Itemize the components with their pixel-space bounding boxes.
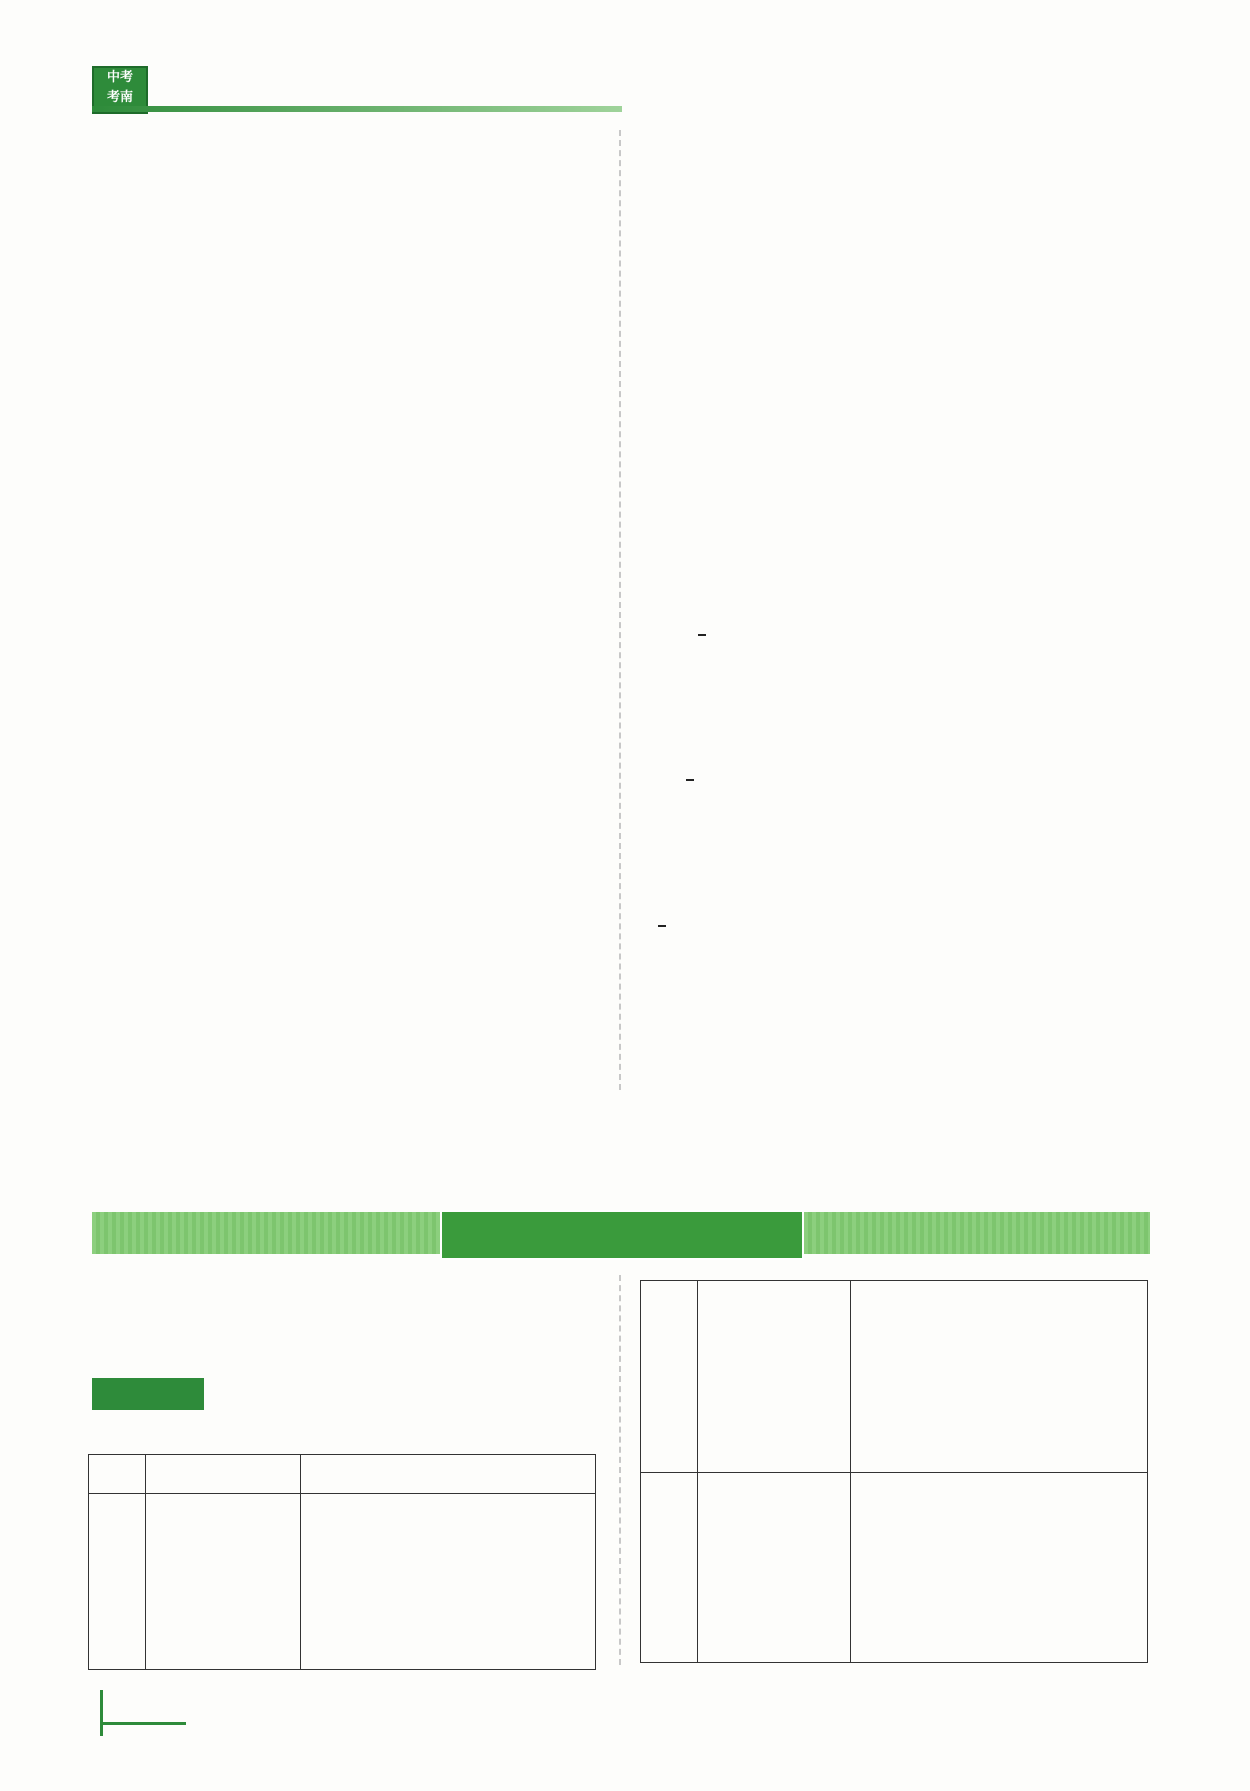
phrase-box-1: [698, 634, 706, 636]
point-tag: [92, 1378, 204, 1410]
prep-table-left: [88, 1454, 596, 1670]
phrase-box-3: [658, 925, 666, 927]
usage-cell: [698, 1281, 851, 1473]
examples-cell: [851, 1473, 1148, 1663]
usage-cell: [146, 1494, 301, 1670]
header-rule: [92, 106, 622, 112]
table-header-example: [301, 1455, 596, 1494]
table-header-prep: [89, 1455, 146, 1494]
page-number-rule: [100, 1690, 103, 1736]
table-row: [641, 1281, 1148, 1473]
examples-cell: [301, 1494, 596, 1670]
table-row: [641, 1473, 1148, 1663]
prep-cell: [89, 1494, 146, 1670]
prep-cell: [641, 1281, 698, 1473]
usage-cell: [698, 1473, 851, 1663]
series-logo: 中考 考南: [92, 66, 148, 114]
phrase-box-2: [686, 779, 694, 781]
table-row: [89, 1494, 596, 1670]
examples-cell: [851, 1281, 1148, 1473]
table-header-usage: [146, 1455, 301, 1494]
section-banner-title: [440, 1210, 804, 1260]
prep-cell: [641, 1473, 698, 1663]
page-number-underline: [100, 1722, 186, 1725]
column-divider: [619, 130, 621, 1090]
prep-table-right: [640, 1280, 1148, 1663]
column-divider-lower: [619, 1275, 621, 1665]
